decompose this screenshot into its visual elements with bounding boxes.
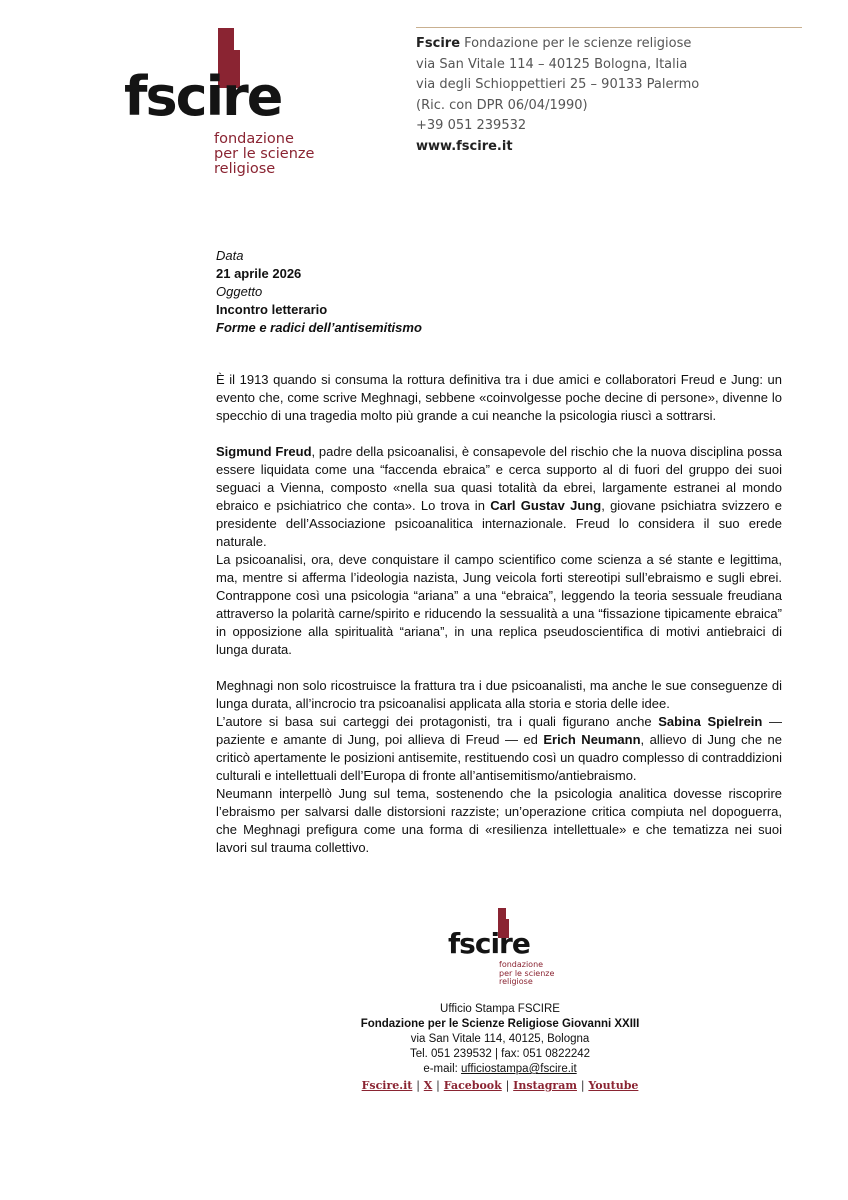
person-name: Erich Neumann (543, 732, 641, 747)
link-x[interactable]: X (423, 1079, 433, 1092)
logo-sub-line: per le scienze (499, 968, 555, 978)
logo-sub-line: religiose (214, 161, 276, 177)
social-links (300, 1078, 700, 1093)
press-office-name: Ufficio Stampa FSCIRE (440, 1003, 560, 1015)
logo-subtitle (214, 132, 314, 177)
paragraph-text: , allievo di Jung che ne criticò apertamente le posizioni antisemite, restituendo così un quadro complesso di contraddizioni culturali e intellettuali dell’Europa di fronte all’antisemitismo/antiebraismo. (216, 732, 782, 783)
paragraph: Meghnagi non solo ricostruisce la frattura tra i due psicoanalisti, ma anche le sue conseguenze di lunga durata, all’incrocio tra psicoanalisi applicata alla storia e storia delle idee. (216, 678, 782, 711)
link-separator: | (416, 1079, 420, 1092)
footer-email-line (300, 1062, 700, 1077)
link-separator: | (436, 1079, 440, 1092)
phone-line: +39 051 239532 (416, 118, 527, 133)
header-rule (416, 27, 802, 28)
paragraph (216, 713, 782, 785)
logo-wordmark: fscire (448, 927, 530, 960)
link-separator: | (505, 1079, 510, 1092)
logo-wordmark: fscire (124, 65, 282, 128)
paragraph (216, 443, 782, 551)
address-line: via San Vitale 114 – 40125 Bologna, Italia (416, 56, 688, 72)
date-label: Data (216, 248, 244, 263)
address-line: via degli Schioppettieri 25 – 90133 Palermo (416, 77, 700, 92)
date-value: 21 aprile 2026 (216, 266, 302, 281)
paragraph-text: — paziente e amante di Jung, poi allieva di Freud — ed (216, 714, 782, 747)
logo-sub-line: per le scienze (214, 146, 315, 162)
paragraph: La psicoanalisi, ora, deve conquistare il campo scientifico come scienza a sé stante e legittima, ma, mentre si afferma l’ideologia nazista, Jung veicola forti stereotipi sull’ebraismo e sugli ebrei. Contrappone così una psicologia “ariana” a una “ebraica”, leggendo la teoria sessuale freudiana attraverso la polarità carne/spirito e riducendo la sessualità a una “fissazione tipicamente ebraica” in opposizione alla spiritualità “ariana”, in una replica pseudoscientifica di motivi antiebraici di lunga durata. (216, 552, 782, 657)
footer-address: via San Vitale 114, 40125, Bologna (410, 1033, 590, 1045)
subject-title: Forme e radici dell’antisemitismo (216, 320, 422, 335)
website-link[interactable]: www.fscire.it (416, 138, 513, 154)
footer-phone: Tel. 051 239532 | fax: 051 0822242 (409, 1048, 591, 1060)
paragraph-text: , padre della psicoanalisi, è consapevole del rischio che la nuova disciplina possa essere liquidata come una “faccenda ebraica” e cerca supporto al di fuori del gruppo dei suoi seguaci a Vienna, composto «nella sua quasi totalità da ebrei, largamente estranei al mondo ebraico e psichiatrico che conta». Lo trova in (216, 444, 782, 513)
link-fscire[interactable]: Fscire.it (361, 1079, 413, 1092)
press-office-footer (300, 1002, 700, 1093)
person-name: Sabina Spielrein (658, 714, 763, 729)
header-address (416, 34, 806, 157)
letter-body (216, 371, 782, 857)
subject-value: Incontro letterario (216, 302, 328, 317)
paragraph-text: , giovane psichiatra svizzero e presidente dell’Associazione psicoanalitica internazionale. Freud lo considera il suo erede naturale. (216, 498, 782, 549)
org-short-name: Fscire (416, 36, 461, 51)
logo-sub-line: fondazione (214, 131, 294, 147)
document-meta (216, 247, 422, 337)
person-name: Sigmund Freud (216, 444, 312, 459)
org-line (416, 34, 806, 55)
footer-fscire-logo (448, 906, 568, 991)
person-name: Carl Gustav Jung (490, 498, 602, 513)
email-label: e-mail: (423, 1063, 462, 1075)
link-facebook[interactable]: Facebook (443, 1079, 502, 1092)
link-instagram[interactable]: Instagram (513, 1079, 577, 1092)
link-youtube[interactable]: Youtube (588, 1079, 639, 1092)
email-link[interactable]: ufficiostampa@fscire.it (461, 1063, 577, 1075)
subject-label: Oggetto (216, 284, 263, 299)
logo-sub-line: religiose (499, 977, 533, 986)
paragraph-text: L’autore si basa sui carteggi dei protagonisti, tra i quali figurano anche (216, 714, 659, 729)
paragraph: È il 1913 quando si consuma la rottura definitiva tra i due amici e collaboratori Freud e Jung: un evento che, come scrive Meghnagi, sebbene «coinvolgesse poche decine di persone», divenne lo specchio di una tragedia molto più grande a cui neanche la psicologia riuscì a sottrarsi. (216, 372, 782, 423)
foundation-name: Fondazione per le Scienze Religiose Giovanni XXIII (360, 1018, 640, 1030)
logo-subtitle (499, 961, 554, 987)
paragraph: Neumann interpellò Jung sul tema, sostenendo che la psicologia analitica dovesse riscoprire l’ebraismo per salvarsi dalle distorsioni razziste; un’operazione critica compiuta nel dopoguerra, che Meghnagi prefigura come una forma di «resilienza intellettuale» e che tematizza nei suoi lavori sul trauma collettivo. (216, 786, 782, 855)
logo-sub-line: fondazione (499, 960, 544, 969)
registration-line: (Ric. con DPR 06/04/1990) (416, 97, 588, 113)
fscire-logo (122, 24, 322, 177)
org-full-name: Fondazione per le scienze religiose (460, 36, 692, 51)
link-separator: | (580, 1079, 585, 1092)
